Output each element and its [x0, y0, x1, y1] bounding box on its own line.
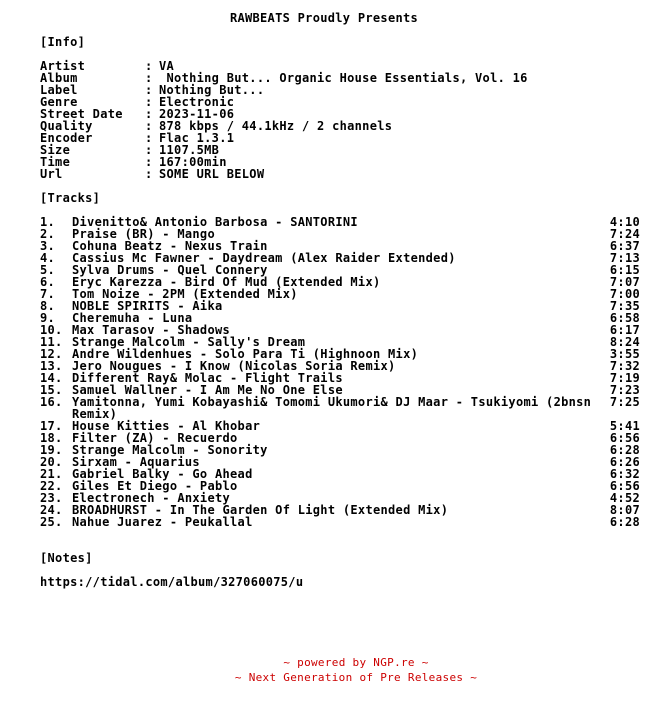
info-key: Quality	[40, 119, 93, 133]
track-title: Different Ray& Molac - Flight Trails	[72, 371, 343, 385]
info-value: VA	[159, 59, 175, 73]
track-number: 9.	[40, 311, 56, 325]
track-number: 22.	[40, 479, 63, 493]
track-duration: 6:56	[609, 479, 640, 493]
track-number: 12.	[40, 347, 63, 361]
info-key: Label	[40, 83, 78, 97]
track-number: 8.	[40, 299, 56, 313]
track-duration: 6:26	[609, 455, 640, 469]
track-duration: 4:10	[609, 215, 640, 229]
info-value: 2023-11-06	[159, 107, 235, 121]
info-value: 167:00min	[159, 155, 227, 169]
track-number: 11.	[40, 335, 63, 349]
track-title: Eryc Karezza - Bird Of Mud (Extended Mix)	[72, 275, 381, 289]
info-separator: :	[145, 71, 153, 85]
track-duration: 6:58	[609, 311, 640, 325]
info-key: Genre	[40, 95, 78, 109]
track-duration: 7:32	[609, 359, 640, 373]
info-value: 878 kbps / 44.1kHz / 2 channels	[159, 119, 393, 133]
track-number: 23.	[40, 491, 63, 505]
track-title: Cohuna Beatz - Nexus Train	[72, 239, 268, 253]
info-key: Url	[40, 167, 63, 181]
info-key: Street Date	[40, 107, 123, 121]
track-title: Max Tarasov - Shadows	[72, 323, 231, 337]
info-separator: :	[145, 131, 153, 145]
track-title: Tom Noize - 2PM (Extended Mix)	[72, 287, 298, 301]
info-key: Artist	[40, 59, 86, 73]
track-number: 25.	[40, 515, 63, 529]
track-duration: 3:55	[609, 347, 640, 361]
track-title: Yamitonna, Yumi Kobayashi& Tomomi Ukumori& DJ Maar - Tsukiyomi (2bnsn Remix)	[72, 395, 592, 421]
footer-powered-by: ~ powered by NGP.re ~	[283, 656, 429, 669]
info-separator: :	[145, 95, 153, 109]
track-title: Sylva Drums - Quel Connery	[72, 263, 268, 277]
info-separator: :	[145, 59, 153, 73]
info-key: Album	[40, 71, 78, 85]
track-number: 7.	[40, 287, 56, 301]
track-duration: 6:28	[609, 443, 640, 457]
track-duration: 7:35	[609, 299, 640, 313]
track-number: 2.	[40, 227, 56, 241]
page-title: RAWBEATS Proudly Presents	[229, 11, 419, 25]
track-number: 17.	[40, 419, 63, 433]
track-title: Cheremuha - Luna	[72, 311, 193, 325]
track-number: 10.	[40, 323, 63, 337]
info-separator: :	[145, 83, 153, 97]
track-duration: 7:19	[609, 371, 640, 385]
track-duration: 6:37	[609, 239, 640, 253]
info-header: [Info]	[40, 35, 86, 49]
track-duration: 8:07	[609, 503, 640, 517]
track-number: 19.	[40, 443, 63, 457]
track-duration: 7:25	[609, 395, 640, 409]
track-duration: 7:13	[609, 251, 640, 265]
track-number: 5.	[40, 263, 56, 277]
track-number: 18.	[40, 431, 63, 445]
info-value: Electronic	[159, 95, 235, 109]
track-title: Strange Malcolm - Sonority	[72, 443, 268, 457]
track-number: 3.	[40, 239, 56, 253]
track-title: Nahue Juarez - Peukallal	[72, 515, 253, 529]
info-separator: :	[145, 107, 153, 121]
track-title: Cassius Mc Fawner - Daydream (Alex Raider Extended)	[72, 251, 456, 265]
track-title: Andre Wildenhues - Solo Para Ti (Highnoon Mix)	[72, 347, 419, 361]
track-duration: 6:15	[609, 263, 640, 277]
track-number: 4.	[40, 251, 56, 265]
info-value: Nothing But... Organic House Essentials, Vol. 16	[159, 71, 528, 85]
track-title: Praise (BR) - Mango	[72, 227, 215, 241]
track-title: House Kitties - Al Khobar	[72, 419, 261, 433]
track-duration: 6:28	[609, 515, 640, 529]
track-number: 24.	[40, 503, 63, 517]
track-title: Sirxam - Aquarius	[72, 455, 200, 469]
notes-url: https://tidal.com/album/327060075/u	[40, 575, 304, 589]
track-title: Strange Malcolm - Sally's Dream	[72, 335, 306, 349]
track-duration: 6:17	[609, 323, 640, 337]
track-title: Electronech - Anxiety	[72, 491, 231, 505]
track-duration: 7:23	[609, 383, 640, 397]
track-title: Jero Nougues - I Know (Nicolas Soria Remix)	[72, 359, 396, 373]
track-duration: 7:00	[609, 287, 640, 301]
track-title: Samuel Wallner - I Am Me No One Else	[72, 383, 343, 397]
track-number: 6.	[40, 275, 56, 289]
track-title: NOBLE SPIRITS - Aika	[72, 299, 223, 313]
track-duration: 8:24	[609, 335, 640, 349]
track-title: Divenitto& Antonio Barbosa - SANTORINI	[72, 215, 358, 229]
info-value: Flac 1.3.1	[159, 131, 235, 145]
info-key: Time	[40, 155, 71, 169]
info-value: 1107.5MB	[159, 143, 220, 157]
track-number: 20.	[40, 455, 63, 469]
track-duration: 7:24	[609, 227, 640, 241]
track-number: 13.	[40, 359, 63, 373]
track-title: Giles Et Diego - Pablo	[72, 479, 238, 493]
tracks-header: [Tracks]	[40, 191, 101, 205]
track-number: 14.	[40, 371, 63, 385]
info-separator: :	[145, 119, 153, 133]
track-number: 1.	[40, 215, 56, 229]
info-value: Nothing But...	[159, 83, 265, 97]
info-value: SOME URL BELOW	[159, 167, 265, 181]
track-title: Filter (ZA) - Recuerdo	[72, 431, 238, 445]
info-separator: :	[145, 143, 153, 157]
info-separator: :	[145, 155, 153, 169]
track-duration: 7:07	[609, 275, 640, 289]
track-duration: 6:32	[609, 467, 640, 481]
track-number: 21.	[40, 467, 63, 481]
info-key: Encoder	[40, 131, 93, 145]
info-key: Size	[40, 143, 71, 157]
track-title: Gabriel Balky - Go Ahead	[72, 467, 253, 481]
notes-header: [Notes]	[40, 551, 93, 565]
footer-tagline: ~ Next Generation of Pre Releases ~	[234, 671, 478, 684]
track-duration: 4:52	[609, 491, 640, 505]
track-duration: 6:56	[609, 431, 640, 445]
track-title: BROADHURST - In The Garden Of Light (Extended Mix)	[72, 503, 449, 517]
track-number: 15.	[40, 383, 63, 397]
track-duration: 5:41	[609, 419, 640, 433]
info-separator: :	[145, 167, 153, 181]
track-number: 16.	[40, 395, 63, 409]
